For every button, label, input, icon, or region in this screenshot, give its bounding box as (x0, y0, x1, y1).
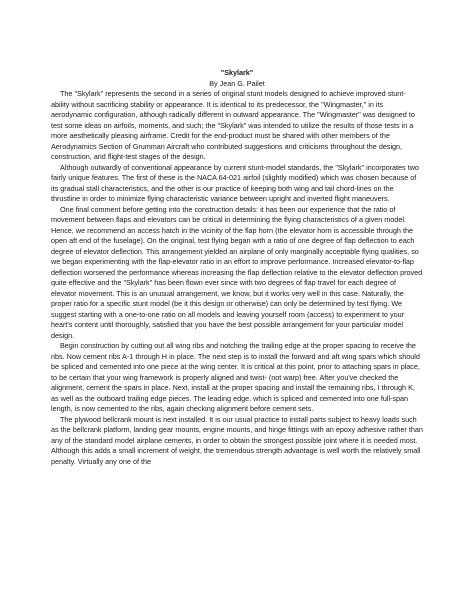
author-byline: By Jean G. Pailet (209, 78, 265, 88)
paragraph-flap-ratio: One final comment before getting into the construction details: it has been our experience that the ratio of movement between flaps and elevators can be critical in determining the flying characteristics of a given model. Hence, we recommend an access hatch in the vicinity of the flap horn (the elevator horn is accessible through the open aft end of the fuselage). On the original, test flying began with a ratio of one degree of flap deflection to each degree of elevator deflection. This arrangement yielded an airplane of only marginally acceptable flying qualities, so we began experimenting with the flap-elevator ratio in an effort to improve performance. Increased elevator-to-flap deflection worsened the performance whereas increasing the flap deflection relative to the elevator deflection proved quite effective and the "Skylark" has been flown ever since with two degrees of flap travel for each degree of elevator movement. This is an unusual arrangement, we know, but it works very well in this case. Naturally, the proper ratio for a specific stunt model (be it this design or otherwise) can only be determined by test flying. We suggest starting with a one-to-one ratio on all models and leaving yourself room (access) to experiment to your heart's content until thoroughly, satisfied that you have the best possible arrangement for your particular model design. (51, 204, 423, 340)
paragraph-intro: The "Skylark" represents the second in a series of original stunt models designed to achieve improved stunt-ability without sacrificing stability or appearance. It is identical to its predecessor, the "Wingmaster," in its aerodynamic configuration, although radically different in outward appearance. The "Wingmaster" was designed to test some ideas on airfoils, moments, and such; the "Skylark" was intended to utilize the results of those tests in a more aesthetically pleasing airframe. Credit for the end-product must be shared with other members of the Aerodynamics Section of Grumman Aircraft who contributed suggestions and criticisms throughout the design, construction, and flight-test stages of the design. (51, 89, 415, 162)
paragraph-bellcrank: The plywood bellcrank mount is next installed. It is our usual practice to install parts subject to heavy loads such as the bellcrank platform, landing gear mounts, engine mounts, and hinge fittings with an epoxy adhesive rather than any of the standard model airplane cements, in order to obtain the strongest possible joint where it is needed most. Although this adds a small increment of weight, the tremendous strength advantage is well worth the relatively small penalty. Virtually any one of the (51, 414, 423, 466)
paragraph-wing-construction: Begin construction by cutting out all wing ribs and notching the trailing edge at the proper spacing to receive the ribs. Now cement ribs A-1 through H in place. The next step is to install the forward and aft wing spars which should be spliced and cemented into one piece at the wing center. It is critical at this point, prior to attaching spars in place, to be certain that your wing framework is properly aligned and twist- (not warp) free. After you've checked the alignment, cement the spars in place. Next, install at the proper spacing and install the remaining ribs, I through K, as well as the outboard trailing edge pieces. The leading edge, which is spliced and cemented into one full-span length, is now cemented to the ribs, again checking alignment before cement sets. (51, 341, 420, 414)
document-page (51, 68, 423, 467)
article-title: "Skylark" (220, 68, 254, 77)
paragraph-features: Although outwardly of conventional appearance by current stunt-model standards, the "Skylark" incorporates two fairly unique features. The first of these is the NACA 64-021 airfoil (slightly modified) which was chosen because of its gradual stall characteristics, and the other is our practice of keeping both wing and tail chord-lines on the thrustline in order to minimize flying characteristic variance between upright and inverted flight maneuvers. (51, 162, 419, 204)
